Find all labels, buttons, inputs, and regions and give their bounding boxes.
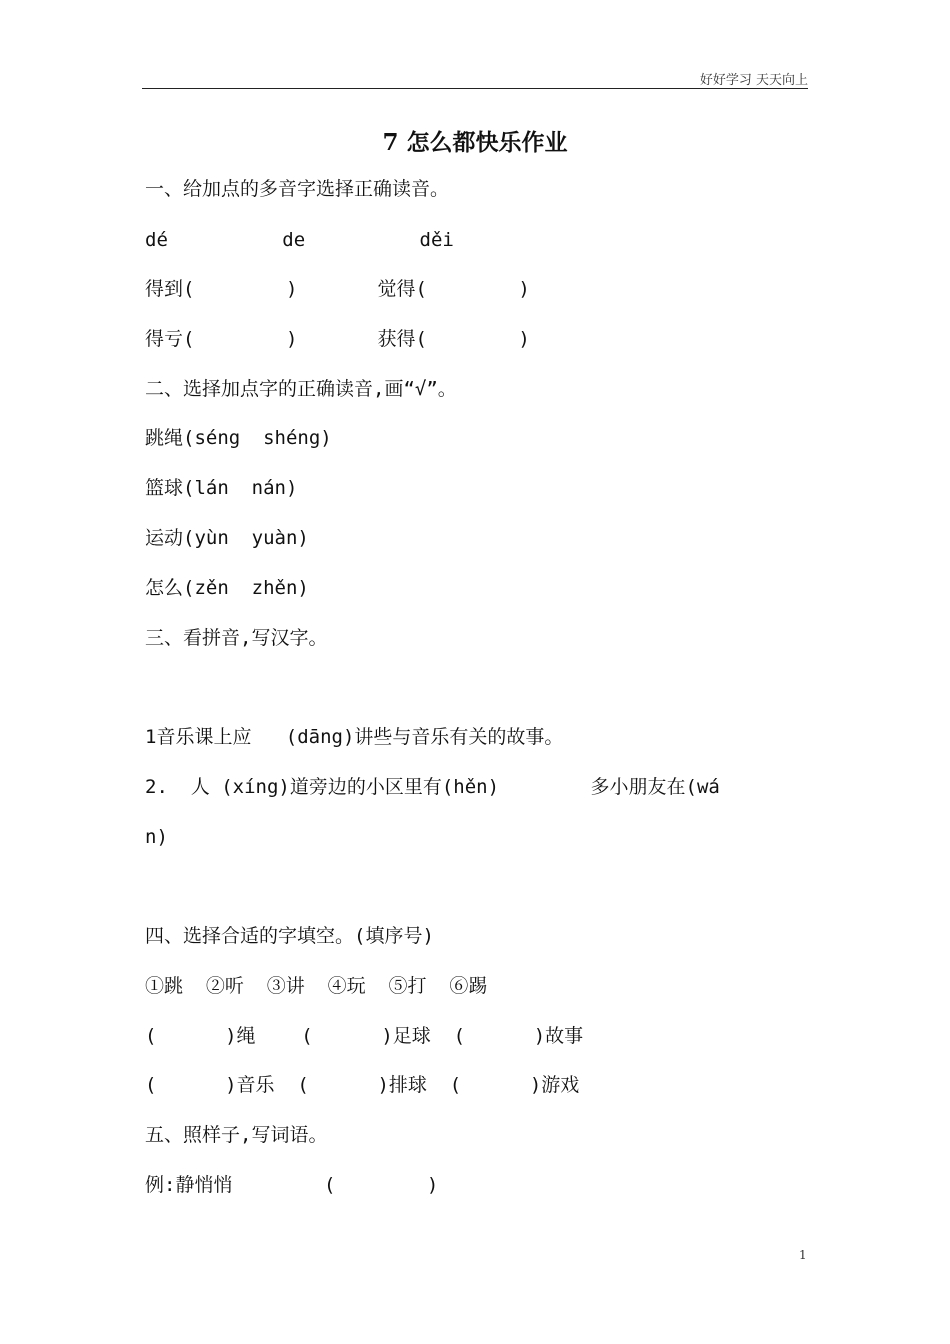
q3-item-2-continued: n)	[145, 826, 168, 848]
header-slogan: 好好学习 天天向上	[699, 73, 808, 88]
section-5-heading: 五、照样子,写词语。	[145, 1124, 328, 1146]
page-number: 1	[799, 1248, 807, 1262]
q1-row-1: 得到( ) 觉得( )	[145, 278, 530, 300]
q3-item-2: 2. 人 (xíng)道旁边的小区里有(hěn) 多小朋友在(wá	[145, 776, 720, 798]
section-1-heading: 一、给加点的多音字选择正确读音。	[145, 178, 450, 200]
q2-item-4: 怎么(zěn zhěn)	[145, 577, 309, 599]
section-4-heading: 四、选择合适的字填空。(填序号)	[145, 925, 434, 947]
pinyin-options: dé de děi	[145, 229, 454, 251]
q1-row-2: 得亏( ) 获得( )	[145, 328, 530, 350]
section-3-heading: 三、看拼音,写汉字。	[145, 627, 328, 649]
q2-item-3: 运动(yùn yuàn)	[145, 527, 309, 549]
q2-item-2: 篮球(lán nán)	[145, 477, 298, 499]
q4-options: ①跳 ②听 ③讲 ④玩 ⑤打 ⑥踢	[145, 975, 488, 997]
q4-row-2: ( )音乐 ( )排球 ( )游戏	[145, 1074, 580, 1096]
q2-item-1: 跳绳(séng shéng)	[145, 427, 332, 449]
header-rule	[142, 88, 808, 89]
q4-row-1: ( )绳 ( )足球 ( )故事	[145, 1025, 584, 1047]
page-title: 7 怎么都快乐作业	[382, 129, 568, 156]
section-2-heading: 二、选择加点字的正确读音,画“√”。	[145, 378, 457, 400]
q5-example: 例:静悄悄 ( )	[145, 1174, 439, 1196]
q3-item-1: 1音乐课上应 (dāng)讲些与音乐有关的故事。	[145, 726, 564, 748]
